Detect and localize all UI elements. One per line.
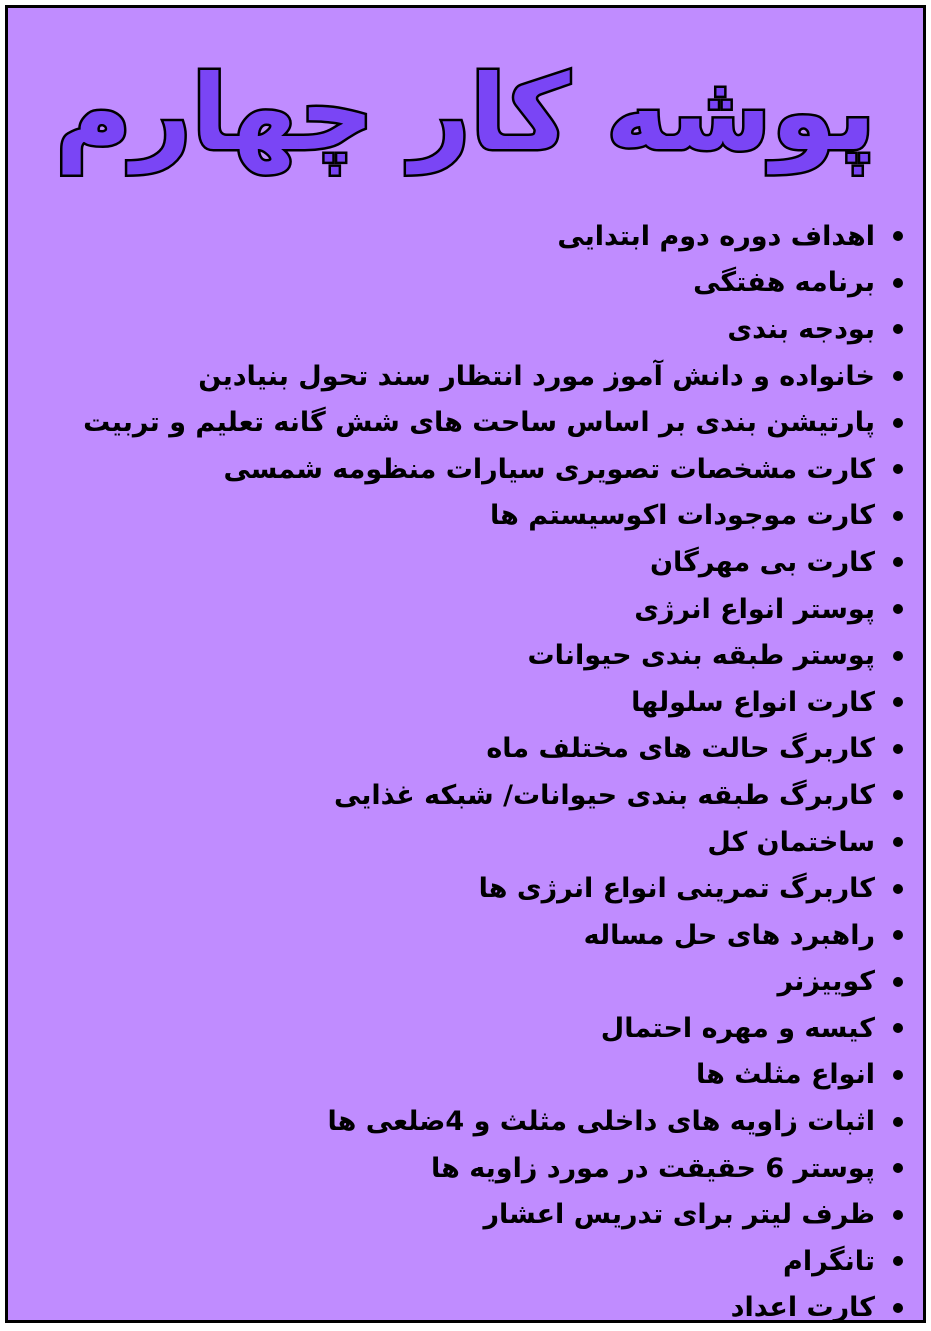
list-item bbox=[23, 260, 903, 307]
bullet-icon bbox=[893, 1070, 903, 1080]
bullet-icon bbox=[893, 884, 903, 894]
bullet-icon bbox=[893, 511, 903, 521]
list-item bbox=[23, 1052, 903, 1099]
list-item bbox=[23, 1145, 903, 1192]
bullet-icon bbox=[893, 278, 903, 288]
list-item bbox=[23, 586, 903, 633]
bullet-icon bbox=[893, 651, 903, 661]
list-item-label: کاربرگ تمرینی انواع انرژی ها bbox=[478, 873, 875, 905]
list-item-label: کارت انواع سلولها bbox=[631, 686, 875, 718]
list-item-label: ظرف لیتر برای تدریس اعشار bbox=[483, 1199, 875, 1231]
list-item bbox=[23, 726, 903, 773]
list-item-label: پارتیشن بندی بر اساس ساحت های شش گانه تعلیم و تربیت bbox=[83, 407, 875, 439]
list-item-label: پوستر طبقه بندی حیوانات bbox=[527, 640, 875, 672]
list-item bbox=[23, 679, 903, 726]
list-item-label: کاربرگ حالت های مختلف ماه bbox=[486, 733, 875, 765]
list-item bbox=[23, 213, 903, 260]
bullet-icon bbox=[893, 1023, 903, 1033]
list-item-label: کارت بی مهرگان bbox=[650, 546, 875, 578]
list-item bbox=[23, 1238, 903, 1285]
list-item-label: کیسه و مهره احتمال bbox=[600, 1012, 875, 1044]
bullet-icon bbox=[893, 1303, 903, 1313]
list-item-label: راهبرد های حل مساله bbox=[583, 919, 875, 951]
list-item bbox=[23, 306, 903, 353]
list-item-label: خانواده و دانش آموز مورد انتظار سند تحول بنیادین bbox=[198, 360, 875, 392]
list-item bbox=[23, 446, 903, 493]
list-item bbox=[23, 1191, 903, 1238]
bullet-icon bbox=[893, 930, 903, 940]
list-item bbox=[23, 912, 903, 959]
bullet-icon bbox=[893, 418, 903, 428]
list-item-label: کارت مشخصات تصویری سیارات منظومه شمسی bbox=[223, 453, 875, 485]
list-item-label: کاربرگ طبقه بندی حیوانات/ شبکه غذایی bbox=[333, 779, 875, 811]
list-item-label: برنامه هفتگی bbox=[693, 267, 875, 299]
bullet-icon bbox=[893, 977, 903, 987]
bullet-icon bbox=[893, 790, 903, 800]
list-item bbox=[23, 865, 903, 912]
bullet-icon bbox=[893, 1256, 903, 1266]
list-item-label: انواع مثلث ها bbox=[695, 1059, 875, 1091]
bullet-icon bbox=[893, 371, 903, 381]
list-item-label: کوییزنر bbox=[777, 966, 875, 998]
list-item bbox=[23, 819, 903, 866]
bullet-icon bbox=[893, 464, 903, 474]
list-item bbox=[23, 632, 903, 679]
list-item bbox=[23, 353, 903, 400]
item-list bbox=[23, 213, 903, 1331]
bullet-icon bbox=[893, 837, 903, 847]
bullet-icon bbox=[893, 557, 903, 567]
list-item-label: بودجه بندی bbox=[727, 313, 875, 345]
bullet-icon bbox=[893, 1117, 903, 1127]
list-item bbox=[23, 539, 903, 586]
list-item bbox=[23, 772, 903, 819]
list-item-label: اهداف دوره دوم ابتدایی bbox=[557, 220, 875, 252]
bullet-icon bbox=[893, 231, 903, 241]
document-frame bbox=[5, 5, 926, 1323]
page-title: پوشه کار چهارم bbox=[55, 52, 876, 174]
bullet-icon bbox=[893, 697, 903, 707]
list-item bbox=[23, 1005, 903, 1052]
list-item-label: پوستر انواع انرژی bbox=[634, 593, 875, 625]
list-item-label: تانگرام bbox=[783, 1245, 875, 1277]
list-item bbox=[23, 959, 903, 1006]
bullet-icon bbox=[893, 324, 903, 334]
bullet-icon bbox=[893, 604, 903, 614]
bullet-icon bbox=[893, 1210, 903, 1220]
list-item bbox=[23, 493, 903, 540]
list-item-label: کارت اعداد bbox=[730, 1292, 875, 1324]
list-item-label: پوستر 6 حقیقت در مورد زاویه ها bbox=[431, 1152, 875, 1184]
list-item bbox=[23, 1285, 903, 1331]
list-item-label: کارت موجودات اکوسیستم ها bbox=[490, 500, 875, 532]
list-item bbox=[23, 399, 903, 446]
bullet-icon bbox=[893, 744, 903, 754]
list-item-label: اثبات زاویه های داخلی مثلث و 4ضلعی ها bbox=[327, 1106, 875, 1138]
bullet-icon bbox=[893, 1163, 903, 1173]
list-item bbox=[23, 1098, 903, 1145]
list-item-label: ساختمان کل bbox=[707, 826, 875, 858]
